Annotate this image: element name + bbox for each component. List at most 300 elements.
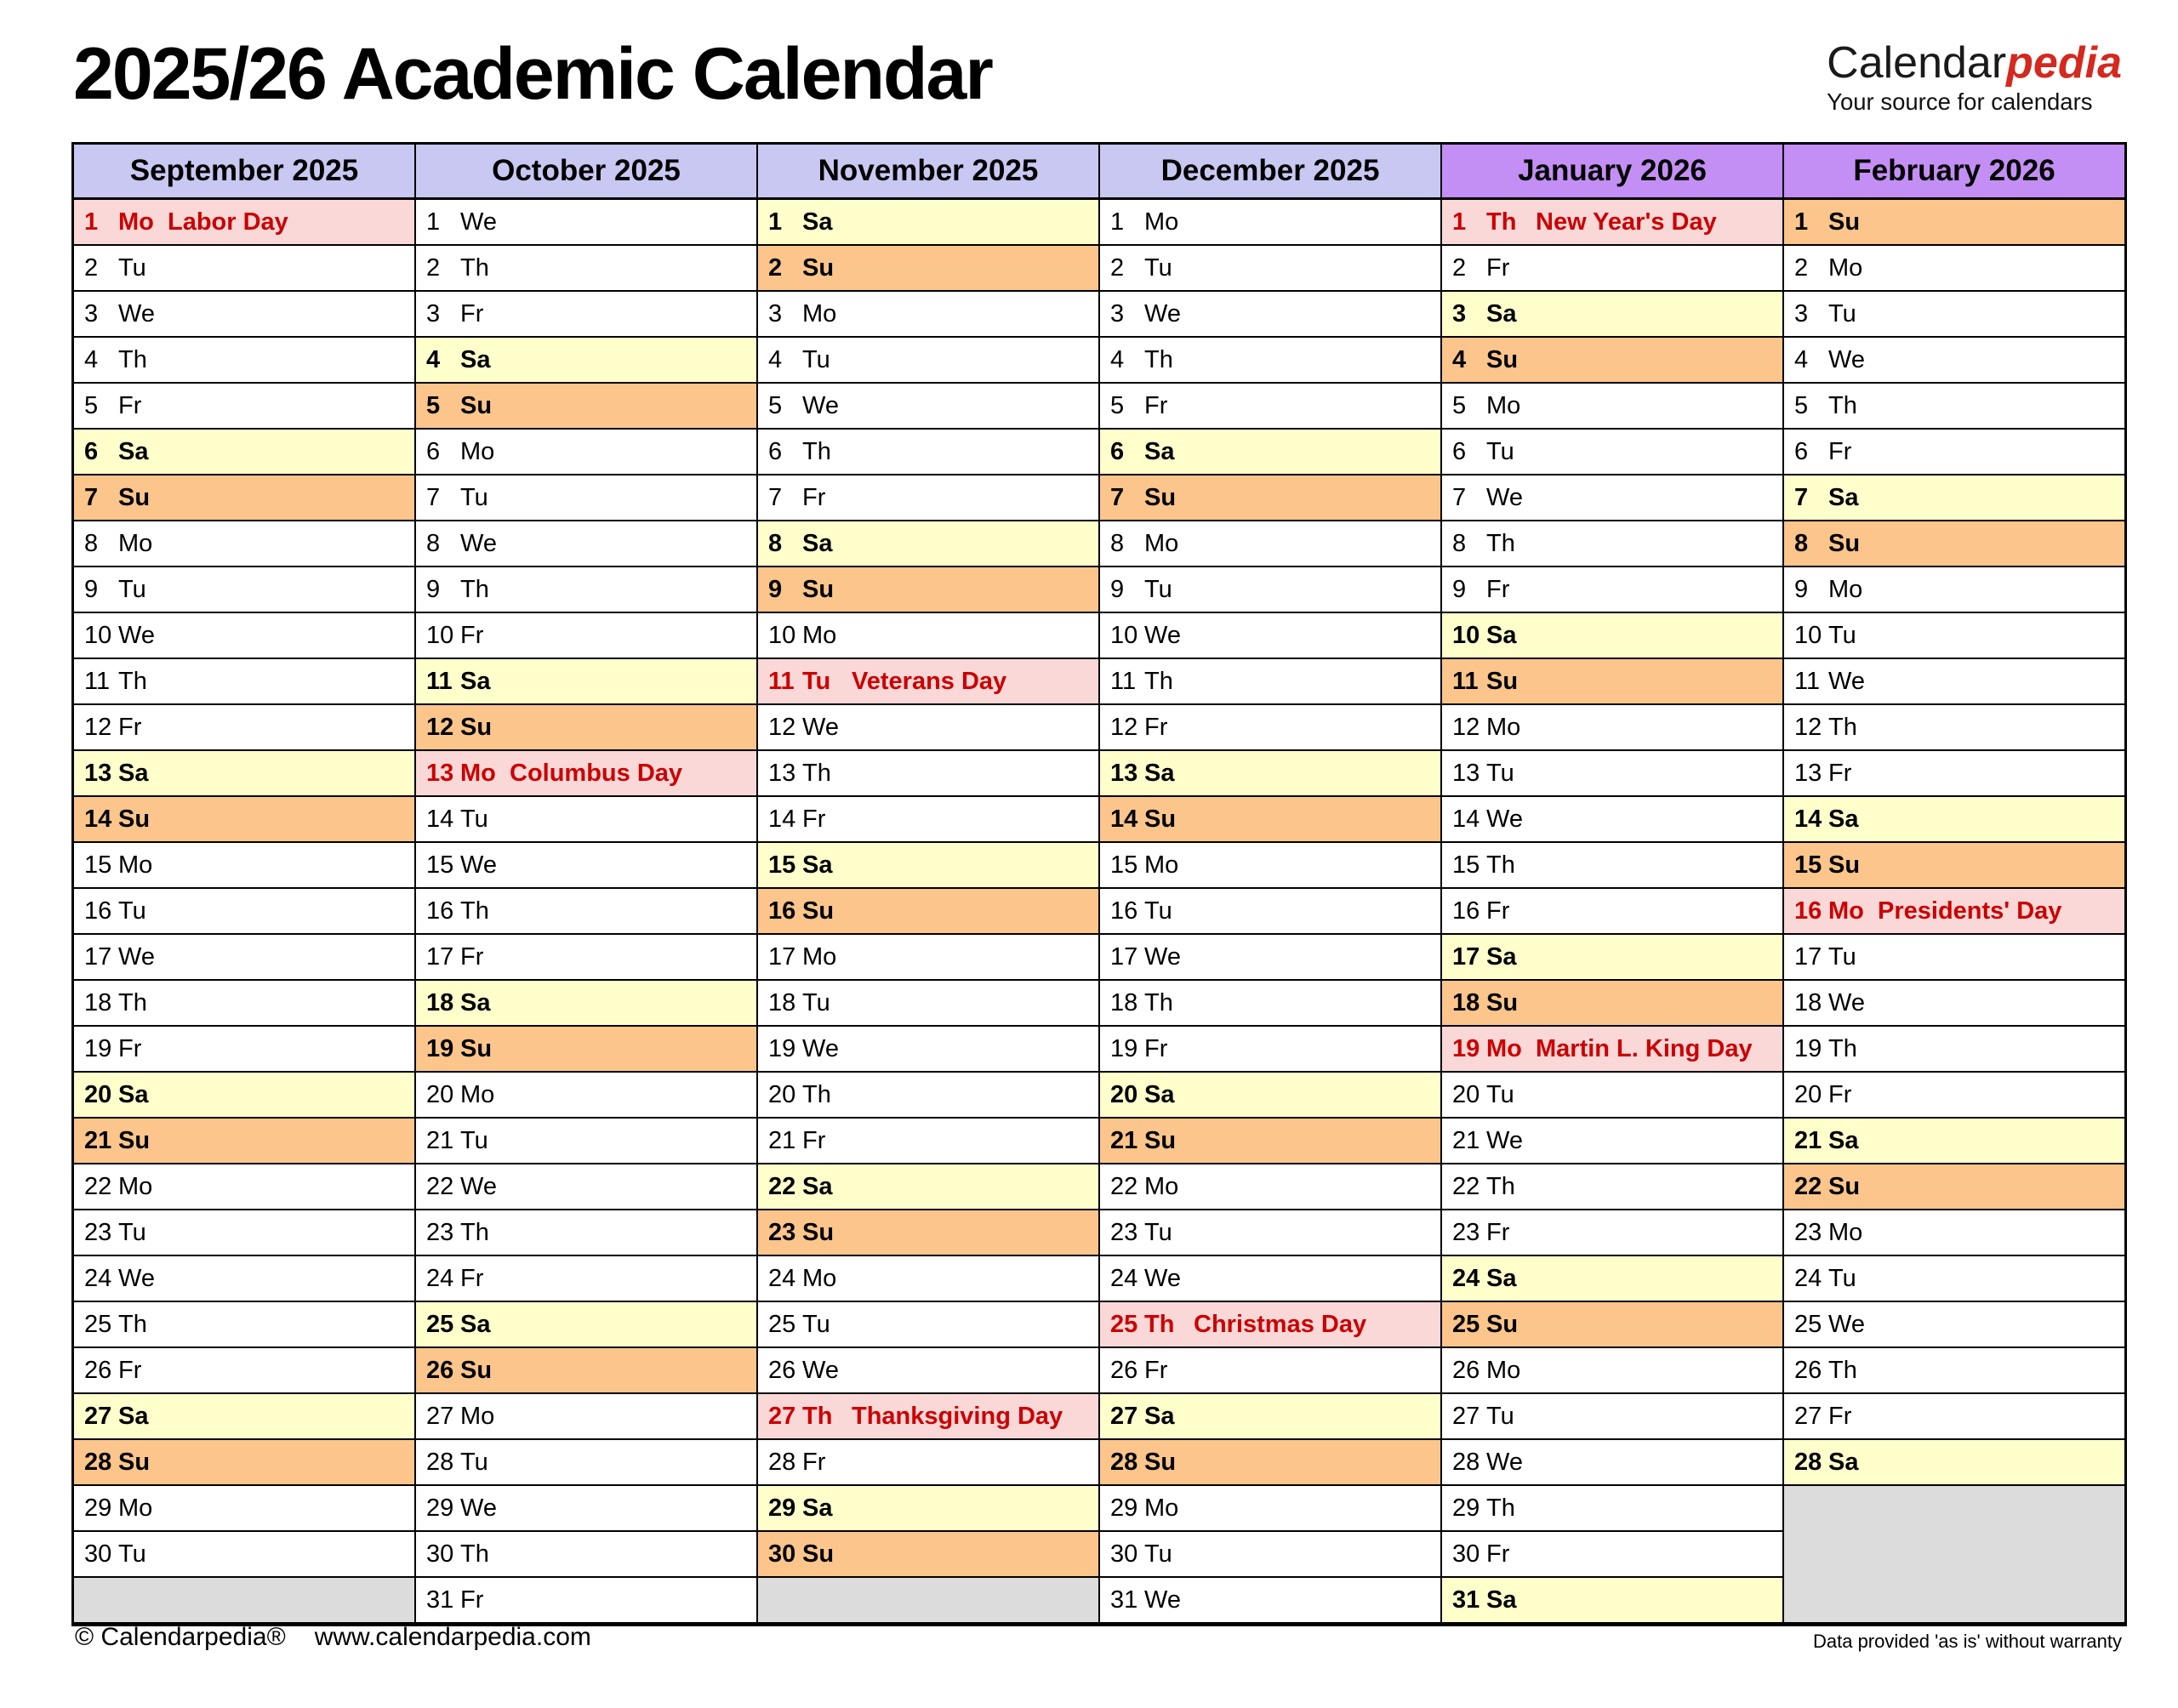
day-cell: [758, 751, 1098, 797]
day-number: 20: [768, 1080, 796, 1108]
day-cell: [416, 384, 756, 430]
day-cell: [416, 1210, 756, 1256]
day-number: 3: [1110, 299, 1125, 327]
day-cell: [1100, 1256, 1440, 1302]
day-number: 16: [768, 897, 796, 925]
day-cell: [416, 935, 756, 981]
weekday-label: Tu: [1828, 1264, 1856, 1292]
day-cell: [758, 981, 1098, 1027]
weekday-label: We: [1486, 805, 1523, 833]
day-cell: [758, 246, 1098, 292]
weekday-label: Tu: [1828, 942, 1856, 971]
day-cell: [1442, 200, 1782, 246]
weekday-label: We: [1486, 483, 1523, 511]
day-cell: [1100, 1578, 1440, 1624]
day-cell: [1442, 981, 1782, 1027]
weekday-label: Su: [802, 1540, 835, 1568]
day-number: 7: [768, 483, 783, 511]
day-cell: [1442, 246, 1782, 292]
day-cell: [416, 1486, 756, 1532]
day-cell: [758, 1532, 1098, 1578]
day-number: 8: [84, 529, 99, 557]
empty-cell: [758, 1578, 1098, 1624]
website-link[interactable]: www.calendarpedia.com: [314, 1623, 591, 1651]
month-header: February 2026: [1784, 145, 2124, 200]
day-number: 29: [84, 1494, 112, 1522]
day-number: 4: [1110, 345, 1125, 373]
weekday-label: Th: [118, 988, 147, 1016]
day-number: 30: [768, 1540, 796, 1568]
weekday-label: Th: [1144, 1310, 1175, 1338]
day-cell: [74, 1440, 414, 1486]
day-number: 26: [768, 1356, 796, 1384]
weekday-label: Fr: [460, 942, 484, 971]
weekday-label: Tu: [460, 1126, 488, 1154]
day-number: 23: [1452, 1218, 1480, 1246]
weekday-label: Mo: [802, 942, 837, 971]
page-title: 2025/26 Academic Calendar: [73, 33, 992, 115]
weekday-label: Fr: [1144, 391, 1168, 419]
day-number: 17: [426, 942, 454, 971]
day-number: 20: [426, 1080, 454, 1108]
day-number: 30: [1452, 1540, 1480, 1568]
day-cell: [1442, 1210, 1782, 1256]
weekday-label: Mo: [1486, 1034, 1522, 1062]
day-cell: [1784, 200, 2124, 246]
day-cell: [74, 1119, 414, 1164]
weekday-label: Su: [1144, 1126, 1177, 1154]
day-cell: [1100, 843, 1440, 889]
day-number: 16: [84, 897, 112, 925]
day-cell: [1784, 1394, 2124, 1440]
day-cell: [758, 659, 1098, 705]
day-cell: [758, 1073, 1098, 1119]
day-number: 16: [1110, 897, 1138, 925]
weekday-label: Tu: [118, 1218, 146, 1246]
day-number: 8: [426, 529, 441, 557]
day-cell: [758, 1119, 1098, 1164]
day-number: 28: [768, 1448, 796, 1476]
weekday-label: Tu: [1144, 897, 1172, 925]
weekday-label: Mo: [1144, 1494, 1179, 1522]
day-number: 2: [1794, 253, 1809, 282]
day-number: 27: [768, 1402, 796, 1430]
holiday-label: Veterans Day: [852, 667, 1007, 695]
day-number: 24: [1110, 1264, 1138, 1292]
weekday-label: Fr: [1828, 1080, 1852, 1108]
weekday-label: Tu: [1486, 1080, 1514, 1108]
weekday-label: Mo: [118, 1172, 153, 1200]
weekday-label: Fr: [1486, 253, 1510, 282]
day-number: 20: [1794, 1080, 1822, 1108]
day-cell: [416, 246, 756, 292]
weekday-label: We: [460, 529, 497, 557]
weekday-label: Th: [1486, 1172, 1515, 1200]
weekday-label: Th: [1144, 988, 1173, 1016]
day-number: 26: [426, 1356, 454, 1384]
day-cell: [1442, 1486, 1782, 1532]
day-cell: [1784, 1164, 2124, 1210]
weekday-label: Tu: [1828, 621, 1856, 649]
day-cell: [1442, 430, 1782, 475]
day-cell: [416, 200, 756, 246]
day-number: 15: [84, 851, 112, 879]
day-cell: [74, 705, 414, 751]
day-cell: [1784, 1348, 2124, 1394]
day-cell: [1784, 521, 2124, 567]
holiday-label: Martin L. King Day: [1536, 1034, 1753, 1062]
day-number: 15: [426, 851, 454, 879]
day-number: 20: [1452, 1080, 1480, 1108]
weekday-label: We: [1144, 621, 1181, 649]
weekday-label: We: [1828, 345, 1865, 373]
month-header: September 2025: [74, 145, 414, 200]
day-number: 14: [1452, 805, 1480, 833]
day-number: 1: [426, 208, 441, 236]
day-cell: [1784, 292, 2124, 338]
weekday-label: Sa: [1828, 1126, 1859, 1154]
weekday-label: Fr: [1828, 759, 1852, 787]
day-number: 10: [426, 621, 454, 649]
weekday-label: Sa: [802, 1494, 833, 1522]
day-number: 9: [1110, 575, 1125, 603]
day-number: 29: [1110, 1494, 1138, 1522]
day-cell: [1442, 613, 1782, 659]
empty-cell: [74, 1578, 414, 1624]
weekday-label: Th: [1486, 529, 1515, 557]
day-cell: [1784, 981, 2124, 1027]
weekday-label: Fr: [1486, 1540, 1510, 1568]
day-cell: [1442, 475, 1782, 521]
day-cell: [758, 338, 1098, 384]
day-number: 12: [426, 713, 454, 741]
day-cell: [1784, 889, 2124, 935]
weekday-label: Tu: [1144, 253, 1172, 282]
day-cell: [1100, 292, 1440, 338]
weekday-label: Tu: [118, 1540, 146, 1568]
day-number: 13: [1452, 759, 1480, 787]
weekday-label: We: [1828, 667, 1865, 695]
weekday-label: Su: [802, 897, 835, 925]
weekday-label: Tu: [802, 667, 831, 695]
copyright-text: © Calendarpedia®: [75, 1623, 286, 1651]
day-cell: [1100, 1164, 1440, 1210]
day-cell: [74, 246, 414, 292]
day-cell: [1442, 1578, 1782, 1624]
day-cell: [74, 338, 414, 384]
day-number: 18: [426, 988, 454, 1016]
weekday-label: Sa: [802, 851, 833, 879]
day-cell: [1100, 521, 1440, 567]
day-cell: [1784, 613, 2124, 659]
day-cell: [1442, 1027, 1782, 1073]
day-number: 27: [426, 1402, 454, 1430]
day-cell: [74, 292, 414, 338]
day-number: 6: [84, 437, 99, 465]
day-cell: [74, 659, 414, 705]
weekday-label: Mo: [802, 299, 837, 327]
day-number: 14: [426, 805, 454, 833]
day-number: 3: [426, 299, 441, 327]
day-number: 19: [1794, 1034, 1822, 1062]
weekday-label: Th: [460, 897, 489, 925]
weekday-label: We: [460, 208, 497, 236]
day-number: 3: [1794, 299, 1809, 327]
holiday-label: Columbus Day: [510, 759, 683, 787]
weekday-label: Fr: [1144, 1034, 1168, 1062]
day-number: 8: [1452, 529, 1467, 557]
weekday-label: Th: [1486, 208, 1517, 236]
day-number: 23: [84, 1218, 112, 1246]
day-cell: [1784, 567, 2124, 613]
day-number: 28: [84, 1448, 112, 1476]
month-column: [1440, 145, 1782, 1624]
day-number: 13: [426, 759, 454, 787]
day-cell: [758, 567, 1098, 613]
day-number: 19: [1452, 1034, 1480, 1062]
weekday-label: Sa: [118, 1402, 149, 1430]
weekday-label: Mo: [1144, 208, 1179, 236]
weekday-label: Mo: [1144, 1172, 1179, 1200]
month-header: December 2025: [1100, 145, 1440, 200]
weekday-label: Su: [118, 483, 151, 511]
weekday-label: We: [802, 1356, 839, 1384]
calendarpedia-logo: [1827, 38, 2122, 115]
weekday-label: We: [1144, 299, 1181, 327]
day-cell: [1100, 1119, 1440, 1164]
empty-cell: [1784, 1486, 2124, 1624]
day-cell: [758, 200, 1098, 246]
day-cell: [1100, 1210, 1440, 1256]
weekday-label: Su: [1486, 988, 1519, 1016]
day-number: 9: [84, 575, 99, 603]
holiday-label: Thanksgiving Day: [852, 1402, 1063, 1430]
weekday-label: Tu: [1828, 299, 1856, 327]
day-number: 18: [1794, 988, 1822, 1016]
day-cell: [1100, 751, 1440, 797]
day-number: 24: [1794, 1264, 1822, 1292]
weekday-label: Mo: [460, 759, 496, 787]
weekday-label: Su: [1144, 1448, 1177, 1476]
day-cell: [74, 200, 414, 246]
month-column: [756, 145, 1098, 1624]
weekday-label: Th: [118, 1310, 147, 1338]
month-column: [1782, 145, 2124, 1624]
day-cell: [1442, 1119, 1782, 1164]
weekday-label: Su: [460, 1034, 493, 1062]
day-number: 12: [1794, 713, 1822, 741]
day-cell: [416, 1164, 756, 1210]
weekday-label: We: [802, 391, 839, 419]
weekday-label: We: [1828, 1310, 1865, 1338]
day-cell: [416, 521, 756, 567]
weekday-label: Fr: [802, 805, 826, 833]
day-number: 17: [1452, 942, 1480, 971]
day-number: 31: [1452, 1586, 1480, 1614]
day-number: 22: [768, 1172, 796, 1200]
day-cell: [1442, 705, 1782, 751]
day-cell: [416, 475, 756, 521]
day-cell: [1100, 889, 1440, 935]
day-number: 17: [768, 942, 796, 971]
day-number: 14: [768, 805, 796, 833]
day-number: 29: [1452, 1494, 1480, 1522]
weekday-label: Mo: [118, 851, 153, 879]
day-number: 29: [426, 1494, 454, 1522]
day-number: 22: [426, 1172, 454, 1200]
weekday-label: Fr: [1486, 1218, 1510, 1246]
weekday-label: Sa: [802, 208, 833, 236]
weekday-label: Su: [802, 575, 835, 603]
day-cell: [1100, 1486, 1440, 1532]
weekday-label: Th: [802, 1402, 833, 1430]
day-number: 7: [1794, 483, 1809, 511]
day-cell: [1784, 705, 2124, 751]
day-cell: [74, 1027, 414, 1073]
weekday-label: Su: [118, 1126, 151, 1154]
weekday-label: Sa: [460, 1310, 491, 1338]
day-cell: [1784, 475, 2124, 521]
logo-tagline: Your source for calendars: [1827, 88, 2093, 115]
weekday-label: Su: [1486, 345, 1519, 373]
weekday-label: Th: [1486, 851, 1515, 879]
weekday-label: Fr: [460, 621, 484, 649]
day-cell: [758, 1210, 1098, 1256]
day-number: 6: [426, 437, 441, 465]
day-number: 2: [84, 253, 99, 282]
day-cell: [1784, 797, 2124, 843]
day-number: 11: [768, 667, 795, 695]
month-header: January 2026: [1442, 145, 1782, 200]
day-number: 14: [84, 805, 112, 833]
footer-copyright: [75, 1623, 591, 1652]
day-cell: [74, 1486, 414, 1532]
logo-text-red: pedia: [2006, 38, 2122, 88]
day-number: 31: [1110, 1586, 1138, 1614]
day-cell: [1442, 659, 1782, 705]
weekday-label: We: [118, 299, 155, 327]
weekday-label: We: [460, 851, 497, 879]
day-number: 15: [1794, 851, 1822, 879]
day-number: 10: [1794, 621, 1822, 649]
weekday-label: Fr: [1828, 437, 1852, 465]
day-number: 19: [1110, 1034, 1138, 1062]
day-number: 23: [1110, 1218, 1138, 1246]
day-number: 27: [1452, 1402, 1480, 1430]
month-header: October 2025: [416, 145, 756, 200]
day-cell: [1100, 1073, 1440, 1119]
day-number: 25: [1110, 1310, 1138, 1338]
day-cell: [74, 1164, 414, 1210]
day-number: 21: [1794, 1126, 1822, 1154]
weekday-label: Th: [802, 1080, 831, 1108]
day-cell: [758, 1394, 1098, 1440]
day-cell: [416, 1302, 756, 1348]
day-number: 6: [1110, 437, 1125, 465]
weekday-label: Mo: [802, 1264, 837, 1292]
weekday-label: Fr: [802, 1126, 826, 1154]
day-number: 3: [1452, 299, 1467, 327]
day-cell: [74, 1348, 414, 1394]
day-number: 17: [1794, 942, 1822, 971]
day-cell: [1784, 935, 2124, 981]
day-cell: [1442, 1164, 1782, 1210]
weekday-label: Tu: [118, 253, 146, 282]
day-cell: [1100, 797, 1440, 843]
day-number: 17: [84, 942, 112, 971]
day-number: 25: [768, 1310, 796, 1338]
day-number: 24: [426, 1264, 454, 1292]
weekday-label: We: [118, 1264, 155, 1292]
weekday-label: Mo: [460, 1080, 495, 1108]
day-cell: [74, 1073, 414, 1119]
weekday-label: Sa: [1486, 1586, 1517, 1614]
day-cell: [1784, 1440, 2124, 1486]
weekday-label: Sa: [1144, 1080, 1175, 1108]
weekday-label: Sa: [118, 437, 149, 465]
day-number: 6: [1452, 437, 1467, 465]
day-number: 8: [768, 529, 783, 557]
weekday-label: Th: [802, 759, 831, 787]
day-number: 26: [1452, 1356, 1480, 1384]
day-cell: [416, 338, 756, 384]
day-cell: [74, 1256, 414, 1302]
day-cell: [1784, 659, 2124, 705]
day-number: 25: [1452, 1310, 1480, 1338]
day-cell: [1784, 384, 2124, 430]
weekday-label: Su: [460, 1356, 493, 1384]
day-cell: [1100, 475, 1440, 521]
day-number: 2: [426, 253, 441, 282]
day-number: 11: [1110, 667, 1137, 695]
day-cell: [758, 384, 1098, 430]
day-cell: [74, 797, 414, 843]
day-cell: [74, 935, 414, 981]
day-cell: [758, 1486, 1098, 1532]
day-number: 24: [768, 1264, 796, 1292]
weekday-label: Su: [1144, 483, 1177, 511]
day-number: 11: [1794, 667, 1821, 695]
day-number: 26: [84, 1356, 112, 1384]
day-cell: [1100, 1440, 1440, 1486]
day-number: 19: [84, 1034, 112, 1062]
weekday-label: Fr: [118, 1356, 142, 1384]
day-number: 4: [426, 345, 441, 373]
day-number: 28: [1794, 1448, 1822, 1476]
day-cell: [416, 797, 756, 843]
footer-disclaimer: Data provided 'as is' without warranty: [1812, 1631, 2122, 1652]
day-number: 1: [84, 208, 99, 236]
day-cell: [1442, 797, 1782, 843]
day-cell: [758, 430, 1098, 475]
weekday-label: Su: [1144, 805, 1177, 833]
weekday-label: Th: [1828, 713, 1857, 741]
weekday-label: Th: [1144, 345, 1173, 373]
day-number: 27: [84, 1402, 112, 1430]
day-cell: [74, 613, 414, 659]
weekday-label: We: [1144, 1264, 1181, 1292]
day-number: 7: [84, 483, 99, 511]
day-number: 30: [1110, 1540, 1138, 1568]
day-cell: [416, 1027, 756, 1073]
weekday-label: Tu: [1144, 1218, 1172, 1246]
weekday-label: Fr: [118, 391, 142, 419]
day-cell: [74, 1210, 414, 1256]
day-number: 28: [426, 1448, 454, 1476]
weekday-label: Su: [1828, 851, 1861, 879]
day-cell: [758, 613, 1098, 659]
day-number: 9: [426, 575, 441, 603]
